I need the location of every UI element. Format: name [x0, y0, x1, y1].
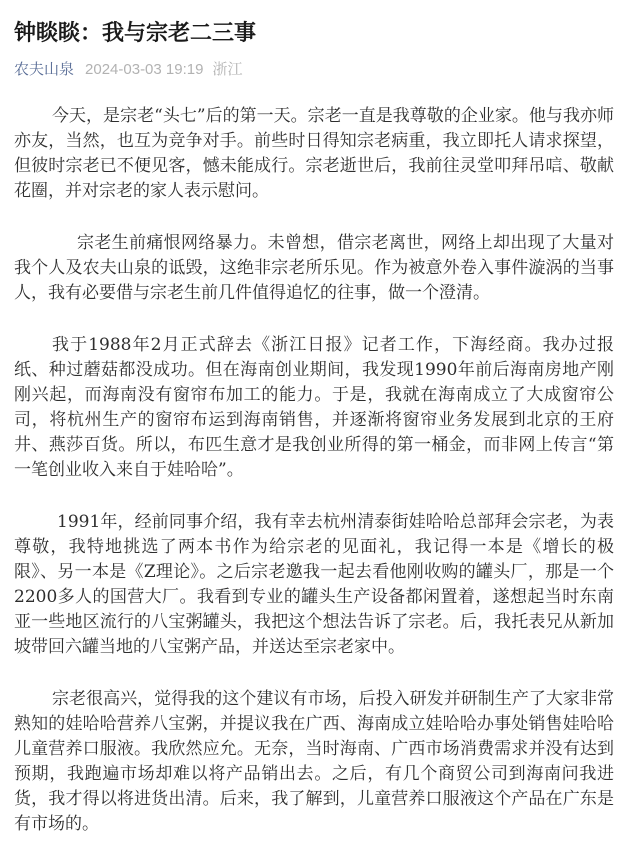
- article-paragraph: 今天，是宗老“头七”后的第一天。宗老一直是我尊敬的企业家。他与我亦师亦友，当然，也互为竞争对手。前些时日得知宗老病重，我立即托人请求探望，但彼时宗老已不便见客，憾未能成行。宗老逝世后，我前往灵堂叩拜吊唁、敬献花圈，并对宗老的家人表示慰问。: [14, 105, 614, 201]
- article-paragraph: 宗老生前痛恨网络暴力。未曾想，借宗老离世，网络上却出现了大量对我个人及农夫山泉的诋毁，这绝非宗老所乐见。作为被意外卷入事件漩涡的当事人，我有必要借与宗老生前几件值得追忆的往事，做一个澄清。: [14, 232, 614, 303]
- byline: [14, 61, 614, 79]
- article-body: [14, 104, 614, 837]
- article-paragraph: 我于1988年2月正式辞去《浙江日报》记者工作，下海经商。我办过报纸、种过蘑菇都没成功。但在海南创业期间，我发现1990年前后海南房地产刚刚兴起，而海南没有窗帘布加工的能力。于是，我就在海南成立了大成窗帘公司，将杭州生产的窗帘布运到海南销售，并逐渐将窗帘业务发展到北京的王府井、燕莎百货。所以，布匹生意才是我创业所得的第一桶金，而非网上传言“第一笔创业收入来自于娃哈哈”。: [14, 334, 614, 480]
- article-paragraph: 宗老很高兴，觉得我的这个建议有市场，后投入研发并研制生产了大家非常熟知的娃哈哈营养八宝粥，并提议我在广西、海南成立娃哈哈办事处销售娃哈哈儿童营养口服液。我欣然应允。无奈，当时海南、广西市场消费需求并没有达到预期，我跑遍市场却难以将产品销出去。之后，有几个商贸公司到海南问我进货，我才得以将进货出清。后来，我了解到，儿童营养口服液这个产品在广东是有市场的。: [14, 688, 614, 834]
- article-paragraph: 1991年，经前同事介绍，我有幸去杭州清泰街娃哈哈总部拜会宗老，为表尊敬，我特地挑选了两本书作为给宗老的见面礼，我记得一本是《增长的极限》、另一本是《Z理论》。之后宗老邀我一起去看他刚收购的罐头厂，那是一个2200多人的国营大厂。我看到专业的罐头生产设备都闲置着，遂想起当时东南亚一些地区流行的八宝粥罐头，我把这个想法告诉了宗老。后，我托表兄从新加坡带回六罐当地的八宝粥产品，并送达至宗老家中。: [14, 511, 614, 657]
- article-title: 钟睒睒：我与宗老二三事: [14, 20, 257, 45]
- publish-time: 2024-03-03 19:19: [85, 60, 204, 78]
- account-name-link[interactable]: 农夫山泉: [14, 60, 75, 78]
- publish-location: 浙江: [212, 60, 243, 78]
